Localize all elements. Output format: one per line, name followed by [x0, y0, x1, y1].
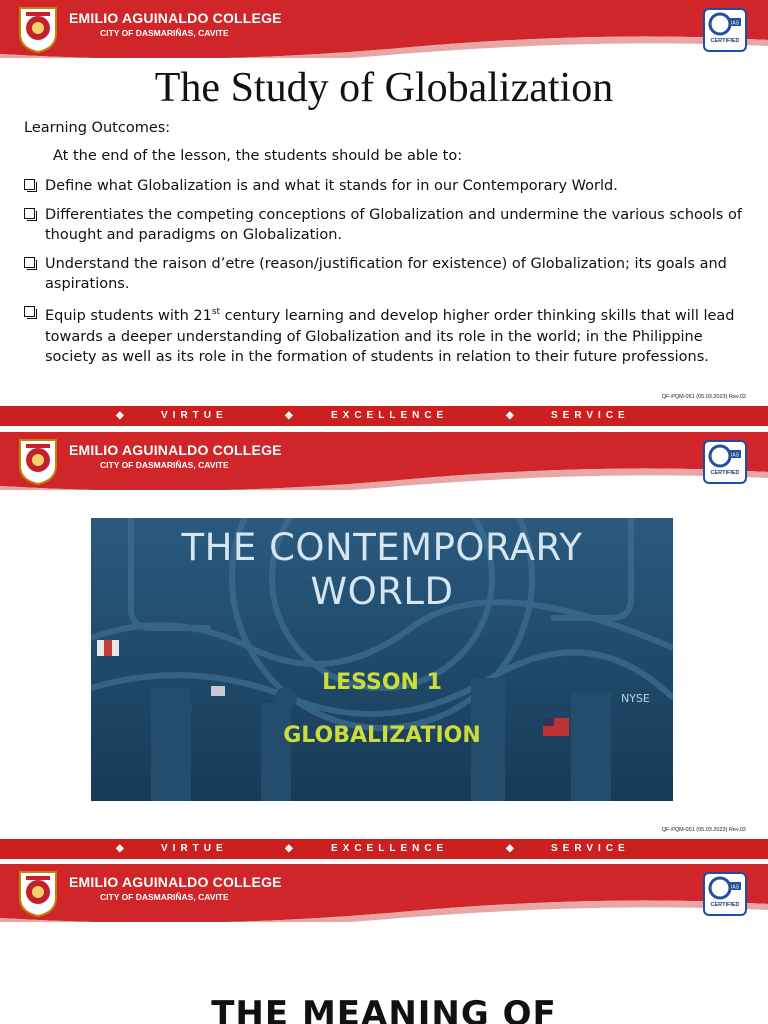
- list-item: [24, 205, 754, 246]
- outcomes-intro: At the end of the lesson, the students should be able to:: [53, 148, 463, 164]
- certified-label: CERTIFIED: [710, 470, 740, 476]
- footer-excellence: EXCELLENCE: [331, 843, 449, 854]
- slide-title: The Study of Globalization: [154, 65, 614, 111]
- certification-badge: [703, 440, 747, 484]
- college-seal-icon: [16, 436, 60, 486]
- college-name: EMILIO AGUINALDO COLLEGE: [69, 442, 282, 458]
- slide-3: [0, 864, 768, 1024]
- cert-mark: IAS: [730, 20, 740, 27]
- certification-globe-icon: [705, 874, 745, 900]
- slide-footer: [0, 839, 768, 859]
- slide-header: [0, 432, 768, 490]
- slide-heading: THE MEANING OF: [211, 994, 557, 1024]
- outcome-text: Differentiates the competing conceptions of Globalization and undermine the various schools of thought and paradigms on Globalization.: [45, 206, 742, 243]
- certification-badge: [703, 8, 747, 52]
- footer-virtue: VIRTUE: [161, 410, 228, 421]
- diamond-icon: ◆: [116, 410, 129, 421]
- banner-title-line2: WORLD: [310, 570, 454, 613]
- outcomes-list: [24, 176, 754, 376]
- checkbox-bullet-icon: [24, 208, 35, 219]
- checkbox-bullet-icon: [24, 179, 35, 190]
- checkbox-bullet-icon: [24, 306, 35, 317]
- slide-header: [0, 0, 768, 58]
- college-city: CITY OF DASMARIÑAS, CAVITE: [100, 28, 229, 38]
- diamond-icon: ◆: [506, 410, 519, 421]
- footer-service: SERVICE: [551, 843, 630, 854]
- diamond-icon: ◆: [506, 843, 519, 854]
- list-item: [24, 303, 754, 368]
- footer-virtue: VIRTUE: [161, 843, 228, 854]
- footer-excellence: EXCELLENCE: [331, 410, 449, 421]
- diamond-icon: ◆: [285, 843, 298, 854]
- outcome-text: Define what Globalization is and what it stands for in our Contemporary World.: [45, 178, 618, 194]
- slide-1: [0, 0, 768, 428]
- certified-label: CERTIFIED: [710, 38, 740, 44]
- slide-footer: [0, 406, 768, 426]
- document-code: QF-PQM-051 (05.03.2023) Rev.02: [661, 827, 746, 833]
- learning-outcomes-label: Learning Outcomes:: [24, 120, 171, 136]
- list-item: [24, 254, 754, 295]
- college-city: CITY OF DASMARIÑAS, CAVITE: [100, 892, 229, 902]
- college-name: EMILIO AGUINALDO COLLEGE: [69, 10, 282, 26]
- slide-header: [0, 864, 768, 922]
- outcome-text: Understand the raison d’etre (reason/justification for existence) of Globalization; its goals and aspirations.: [45, 255, 727, 292]
- banner-sign: NYSE: [621, 692, 650, 705]
- banner-title-line1: THE CONTEMPORARY: [181, 526, 583, 569]
- certification-globe-icon: [705, 10, 745, 36]
- certified-label: CERTIFIED: [710, 902, 740, 908]
- certification-badge: [703, 872, 747, 916]
- banner-title: [91, 526, 673, 614]
- diamond-icon: ◆: [285, 410, 298, 421]
- cert-mark: IAS: [730, 884, 740, 891]
- footer-service: SERVICE: [551, 410, 630, 421]
- checkbox-bullet-icon: [24, 257, 35, 268]
- list-item: [24, 176, 754, 197]
- diamond-icon: ◆: [116, 843, 129, 854]
- cert-mark: IAS: [730, 452, 740, 459]
- college-city: CITY OF DASMARIÑAS, CAVITE: [100, 460, 229, 470]
- outcome-text: Equip students with 21st century learning and develop higher order thinking skills that will lead towards a deeper understanding of Globalization and its role in the world; in the Philippine society as well as its role in the formation of students in relation to their future professions.: [45, 307, 735, 366]
- college-seal-icon: [16, 868, 60, 918]
- lesson-topic: GLOBALIZATION: [283, 723, 481, 748]
- slide-2: [0, 432, 768, 860]
- certification-globe-icon: [705, 442, 745, 468]
- college-name: EMILIO AGUINALDO COLLEGE: [69, 874, 282, 890]
- college-seal-icon: [16, 4, 60, 54]
- lesson-banner: [91, 518, 673, 801]
- document-code: QF-PQM-051 (05.03.2023) Rev.02: [661, 394, 746, 400]
- lesson-number: LESSON 1: [322, 670, 442, 695]
